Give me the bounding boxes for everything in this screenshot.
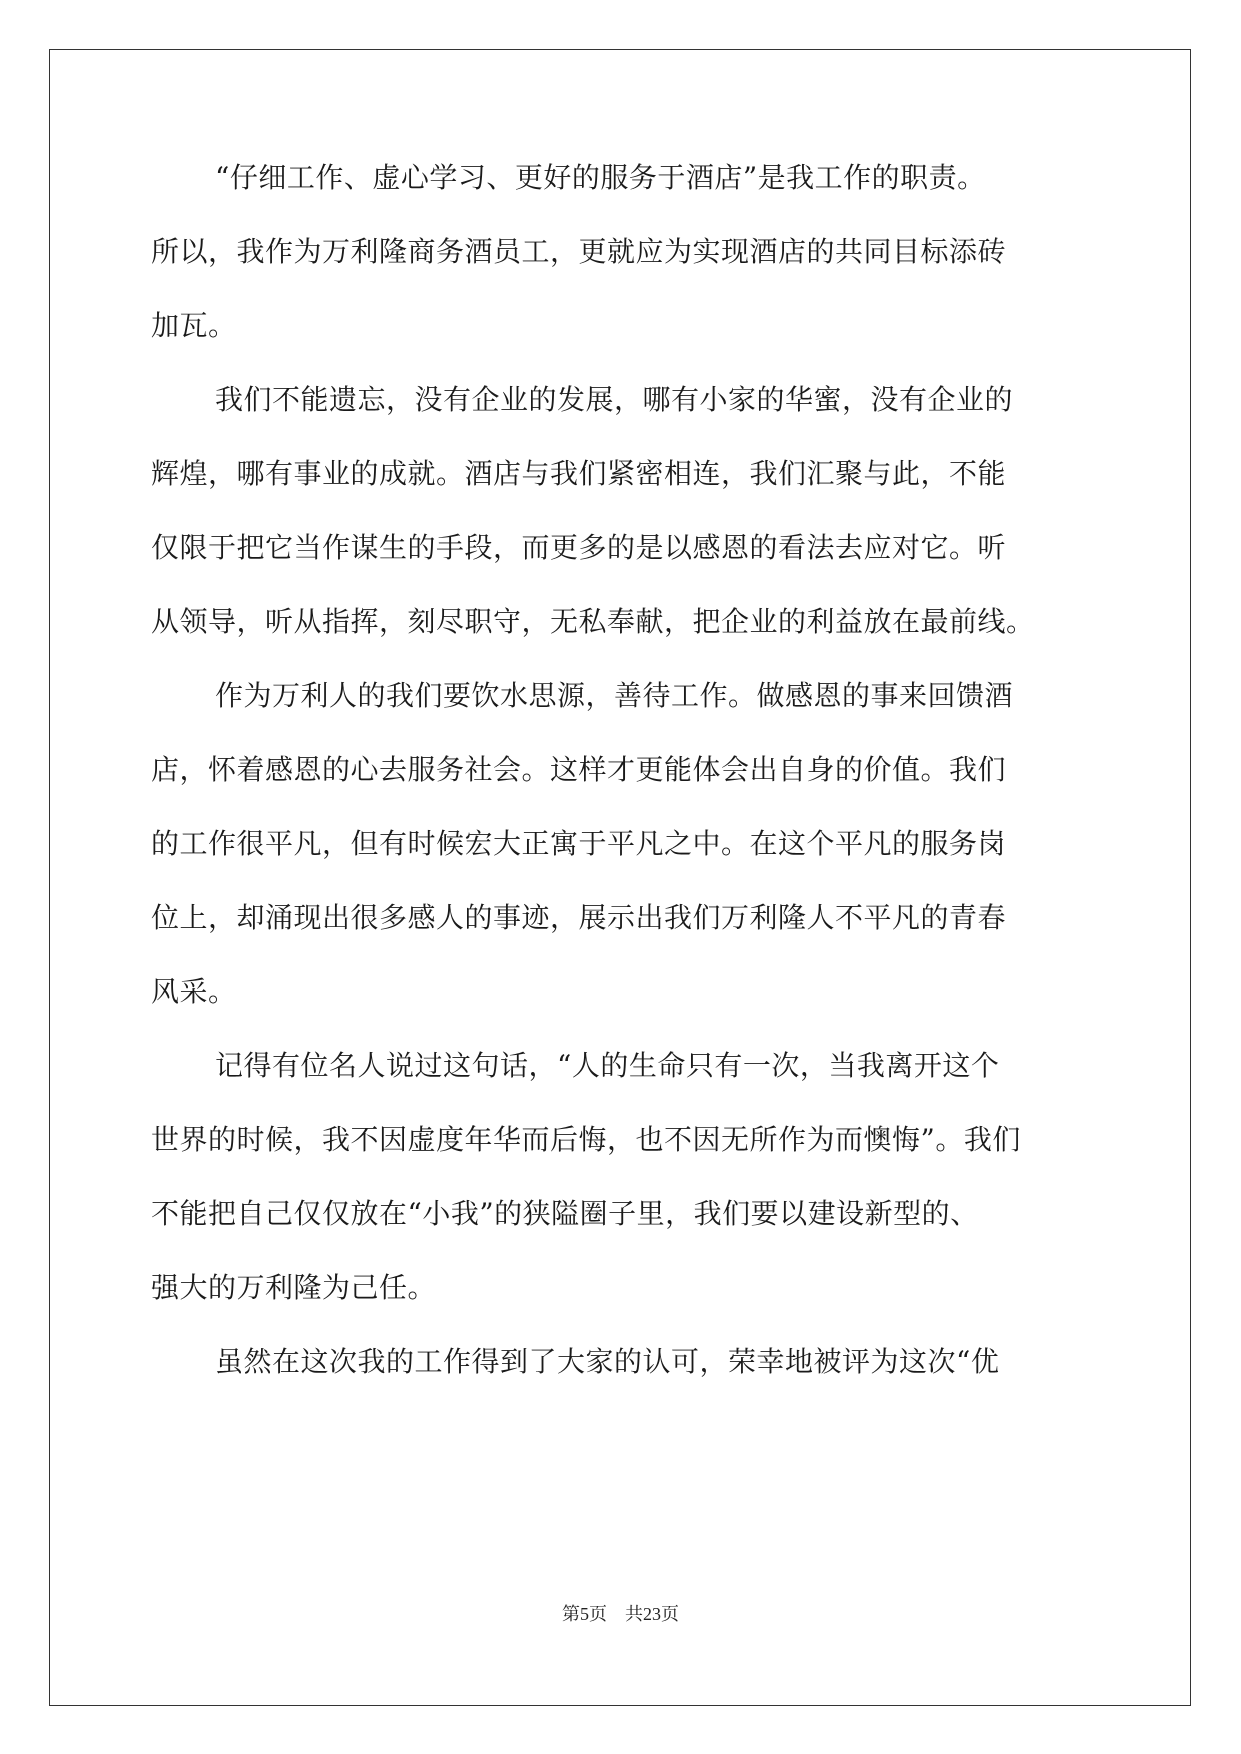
footer-page-number: 5 [580, 1604, 589, 1624]
paragraph-2-line-1: 我们不能遗忘，没有企业的发展，哪有小家的华蜜，没有企业的 [215, 383, 1014, 416]
paragraph-5-line-1: 虽然在这次我的工作得到了大家的认可，荣幸地被评为这次“优 [215, 1345, 1000, 1378]
paragraph-2-line-3: 仅限于把它当作谋生的手段，而更多的是以感恩的看法去应对它。听 [151, 531, 1007, 564]
paragraph-4-line-2: 世界的时候，我不因虚度年华而后悔，也不因无所作为而懊悔”。我们 [151, 1123, 1021, 1156]
page-border [49, 49, 1191, 1706]
footer-prefix: 第 [562, 1604, 580, 1624]
paragraph-2-line-4: 从领导，听从指挥，刻尽职守，无私奉献，把企业的利益放在最前线。 [151, 605, 1035, 638]
paragraph-4-line-4: 强大的万利隆为己任。 [151, 1271, 437, 1304]
paragraph-1-line-3: 加瓦。 [151, 309, 237, 342]
footer-total-pages: 23 [643, 1604, 661, 1624]
paragraph-3-line-2: 店，怀着感恩的心去服务社会。这样才更能体会出自身的价值。我们 [151, 753, 1007, 786]
paragraph-3-line-1: 作为万利人的我们要饮水思源，善待工作。做感恩的事来回馈酒 [215, 679, 1014, 712]
paragraph-1-line-2: 所以，我作为万利隆商务酒员工，更就应为实现酒店的共同目标添砖 [151, 235, 1007, 268]
footer-total-suffix: 页 [661, 1604, 679, 1624]
footer-page-suffix: 页 [589, 1604, 607, 1624]
paragraph-4-line-3: 不能把自己仅仅放在“小我”的狭隘圈子里，我们要以建设新型的、 [151, 1197, 979, 1230]
paragraph-3-line-3: 的工作很平凡，但有时候宏大正寓于平凡之中。在这个平凡的服务岗 [151, 827, 1007, 860]
paragraph-2-line-2: 辉煌，哪有事业的成就。酒店与我们紧密相连，我们汇聚与此，不能 [151, 457, 1007, 490]
paragraph-3-line-4: 位上，却涌现出很多感人的事迹，展示出我们万利隆人不平凡的青春 [151, 901, 1007, 934]
paragraph-4-line-1: 记得有位名人说过这句话，“人的生命只有一次，当我离开这个 [215, 1049, 1000, 1082]
footer-total-prefix: 共 [625, 1604, 643, 1624]
page-footer [0, 1602, 1241, 1626]
paragraph-3-line-5: 风采。 [151, 975, 237, 1008]
paragraph-1-line-1: “仔细工作、虚心学习、更好的服务于酒店”是我工作的职责。 [215, 161, 986, 194]
